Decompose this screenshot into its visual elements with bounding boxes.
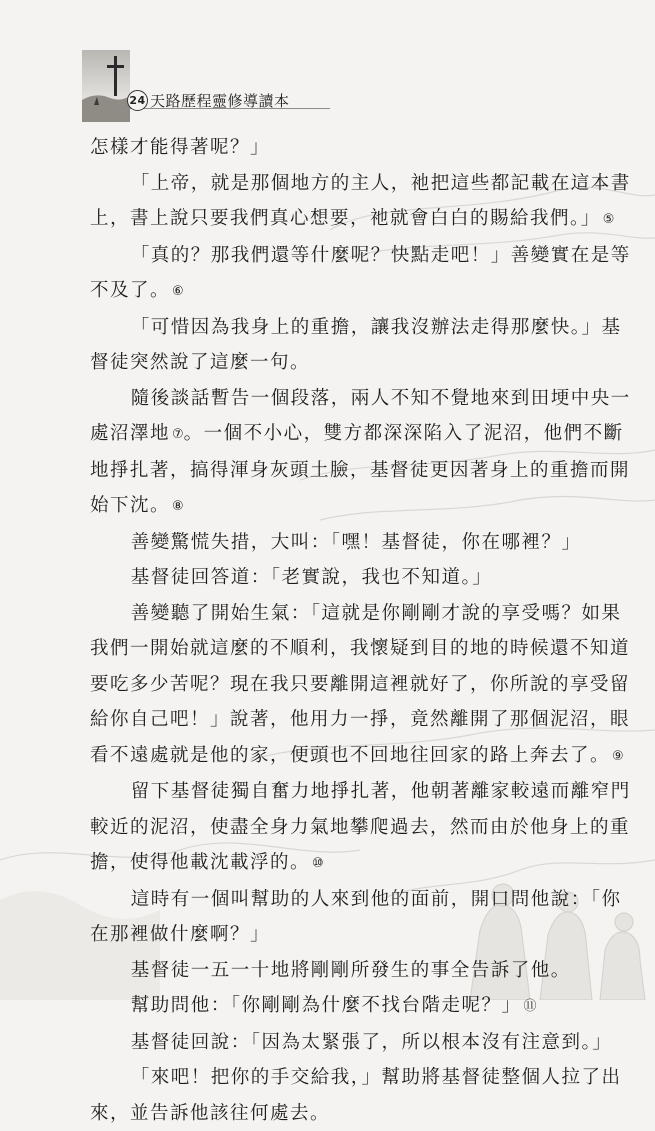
footnote-marker: ⑪ [523, 999, 537, 1014]
footnote-marker: ⑦ [172, 427, 184, 442]
paragraph-text: 基督徒一五一十地將剛剛所發生的事全告訴了他。 [130, 959, 571, 981]
book-title: 天路歷程靈修導讀本 [150, 92, 290, 110]
paragraph [90, 774, 635, 882]
paragraph-text: 怎樣才能得著呢？」 [90, 137, 271, 158]
paragraph [90, 882, 635, 953]
paragraph-text: 留下基督徒獨自奮力地掙扎著，他朝著離家較遠而離窄門較近的泥沼，使盡全身力氣地攀爬過去，然而由於他身上的重擔，使得他載沈載浮的。 [90, 781, 631, 873]
paragraph [90, 1060, 635, 1131]
footnote-marker: ⑥ [172, 284, 184, 299]
paragraph [90, 525, 635, 561]
body-text [90, 130, 635, 1131]
paragraph [90, 310, 635, 381]
paragraph [90, 560, 635, 596]
paragraph-text: 「真的？那我們還等什麼呢？快點走吧！」善變實在是等不及了。 [90, 244, 631, 301]
paragraph-text: 幫助問他：「你剛剛為什麼不找台階走呢？」 [130, 995, 522, 1016]
page-number: 24 [127, 90, 148, 111]
paragraph-text: 。一個不小心，雙方都深深陷入了泥沼，他們不斷地掙扎著，搞得渾身灰頭土臉，基督徒更因著身上的重擔而開始下沈。 [90, 423, 631, 516]
paragraph [90, 1025, 635, 1061]
paragraph-text: 「來吧！把你的手交給我，」幫助將基督徒整個人拉了出來，並告訴他該往何處去。 [90, 1067, 622, 1124]
paragraph [90, 988, 635, 1025]
cross-emblem-icon [82, 50, 130, 122]
paragraph [90, 130, 635, 166]
paragraph-text: 隨後談話暫告一個段落，兩人不知不覺地來到田埂中央一處沼澤地 [90, 387, 631, 444]
paragraph [90, 596, 635, 775]
paragraph-text: 善變驚慌失措，大叫：「嘿！基督徒，你在哪裡？」 [130, 531, 582, 553]
footnote-marker: ⑧ [172, 499, 184, 514]
paragraph-text: 基督徒回說：「因為太緊張了，所以根本沒有注意到。」 [130, 1031, 613, 1053]
paragraph-text: 善變聽了開始生氣：「這就是你剛剛才說的享受嗎？如果我們一開始就這麼的不順利，我懷疑到目的地的時候還不知道要吃多少苦呢？現在我只要離開這裡就好了，你所說的享受留給你自己吧！」說著，他用力一掙，竟然離開了那個泥沼，眼看不遠處就是他的家，便頭也不回地往回家的路上奔去了。 [90, 602, 631, 766]
paragraph [90, 953, 635, 989]
paragraph-text: 「上帝，就是那個地方的主人，祂把這些都記載在這本書上，書上說只要我們真心想要，祂就會白白的賜給我們。」 [90, 172, 631, 229]
footnote-marker: ⑨ [612, 748, 624, 764]
paragraph [90, 166, 635, 238]
running-head [127, 90, 290, 111]
footnote-marker: ⑩ [312, 856, 324, 871]
footnote-marker: ⑤ [602, 212, 615, 227]
paragraph-text: 基督徒回答道：「老實說，我也不知道。」 [130, 567, 493, 588]
paragraph [90, 238, 635, 310]
paragraph-text: 這時有一個叫幫助的人來到他的面前，開口問他說：「你在那裡做什麼啊？」 [90, 888, 622, 945]
paragraph [90, 381, 635, 525]
paragraph-text: 「可惜因為我身上的重擔，讓我沒辦法走得那麼快。」基督徒突然說了這麼一句。 [90, 316, 622, 373]
